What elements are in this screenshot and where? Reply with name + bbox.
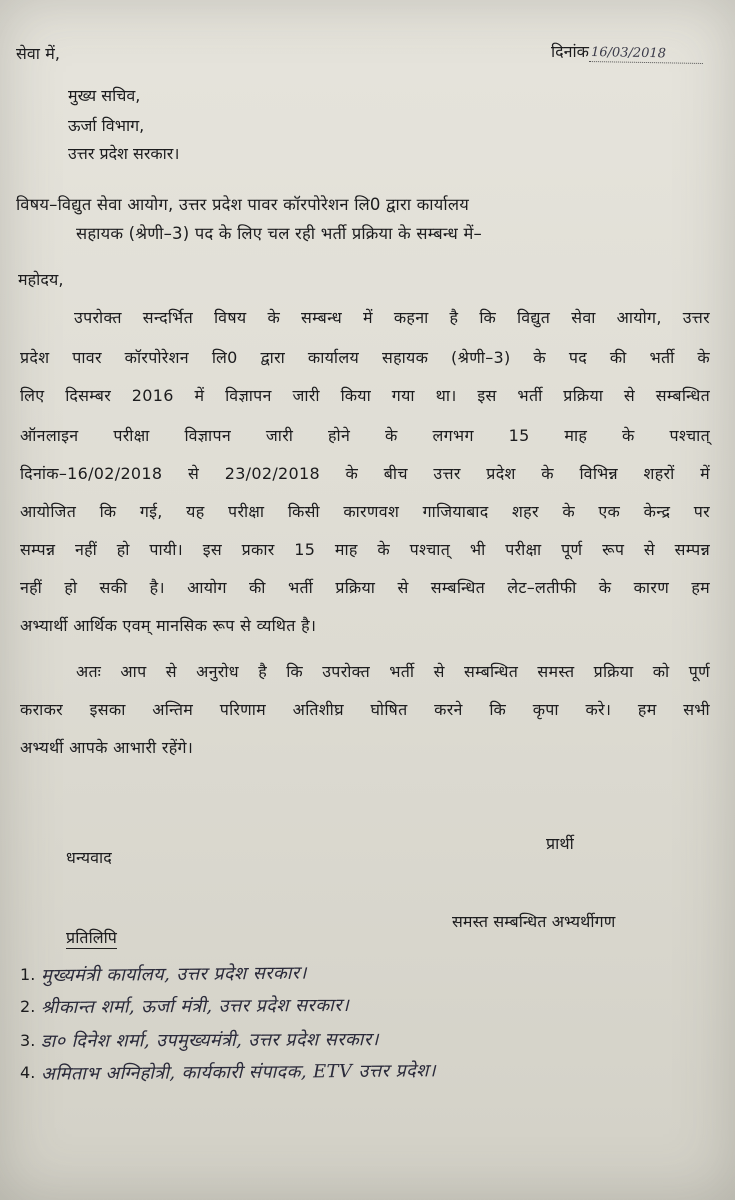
copy-item-number: 4. [20,1063,36,1082]
paragraph1-line: लिए दिसम्बर 2016 में विज्ञापन जारी किया गया था। इस भर्ती प्रक्रिया से सम्बन्धित [20,386,710,405]
copies-title-text: प्रतिलिपि [66,928,117,947]
subject-line-2: सहायक (श्रेणी–3) पद के लिए चल रही भर्ती प्रक्रिया के सम्बन्ध में– [76,224,482,243]
date-value: 16/03/2018 [589,45,703,64]
paragraph1-line: सम्पन्न नहीं हो पायी। इस प्रकार 15 माह के पश्चात् भी परीक्षा पूर्ण रूप से सम्पन्न [20,540,710,559]
subject-line-1: विषय–विद्युत सेवा आयोग, उत्तर प्रदेश पावर कॉरपोरेशन लि0 द्वारा कार्यालय [16,195,469,214]
paragraph1-line: आयोजित कि गई, यह परीक्षा किसी कारणवश गाजियाबाद शहर के एक केन्द्र पर [20,502,710,521]
paragraph2-line: अभ्यर्थी आपके आभारी रहेंगे। [20,738,194,757]
paragraph1-line: प्रदेश पावर कॉरपोरेशन लि0 द्वारा कार्यालय सहायक (श्रेणी–3) के पद की भर्ती के [20,348,710,367]
salutation-to: सेवा में, [16,44,61,63]
applicant-label: प्रार्थी [546,834,574,853]
copy-item [20,1028,378,1052]
copy-item-number: 1. [20,965,36,984]
applicant-name: समस्त सम्बन्धित अभ्यर्थीगण [452,912,616,931]
paragraph1-line: नहीं हो सकी है। आयोग की भर्ती प्रक्रिया से सम्बन्धित लेट–लतीफी के कारण हम [20,578,710,597]
copies-title [66,928,117,948]
copy-item-text: अमिताभ अग्निहोत्री, कार्यकारी संपादक, ETV उत्तर प्रदेश। [40,1060,436,1085]
date-line [551,40,703,63]
paragraph1-line: ऑनलाइन परीक्षा विज्ञापन जारी होने के लगभग 15 माह के पश्चात् [20,426,710,445]
copy-item-text: डा० दिनेश शर्मा, उपमुख्यमंत्री, उत्तर प्रदेश सरकार। [40,1029,379,1052]
copy-item-number: 2. [20,997,36,1016]
copy-item [20,994,349,1018]
paragraph2-line: अतः आप से अनुरोध है कि उपरोक्त भर्ती से सम्बन्धित समस्त प्रक्रिया को पूर्ण [76,662,710,681]
paragraph1-line: उपरोक्त सन्दर्भित विषय के सम्बन्ध में कहना है कि विद्युत सेवा आयोग, उत्तर [74,308,710,327]
thanks-text: धन्यवाद [66,848,112,867]
copy-item-text: मुख्यमंत्री कार्यालय, उत्तर प्रदेश सरकार। [40,962,307,987]
paragraph1-line: अभ्यार्थी आर्थिक एवम् मानसिक रूप से व्यथित है। [20,616,317,635]
copy-item-number: 3. [20,1031,36,1050]
recipient-line-1: मुख्य सचिव, [68,86,141,105]
paragraph1-line: दिनांक–16/02/2018 से 23/02/2018 के बीच उत्तर प्रदेश के विभिन्न शहरों में [20,464,710,483]
recipient-line-3: उत्तर प्रदेश सरकार। [68,144,180,163]
greeting: महोदय, [18,270,64,289]
paragraph2-line: कराकर इसका अन्तिम परिणाम अतिशीघ्र घोषित करने कि कृपा करे। हम सभी [20,700,710,719]
copy-item [20,962,306,986]
recipient-line-2: ऊर्जा विभाग, [68,116,145,135]
date-label: दिनांक [551,42,589,61]
copy-item [20,1060,436,1084]
copy-item-text: श्रीकान्त शर्मा, ऊर्जा मंत्री, उत्तर प्रदेश सरकार। [40,994,349,1019]
